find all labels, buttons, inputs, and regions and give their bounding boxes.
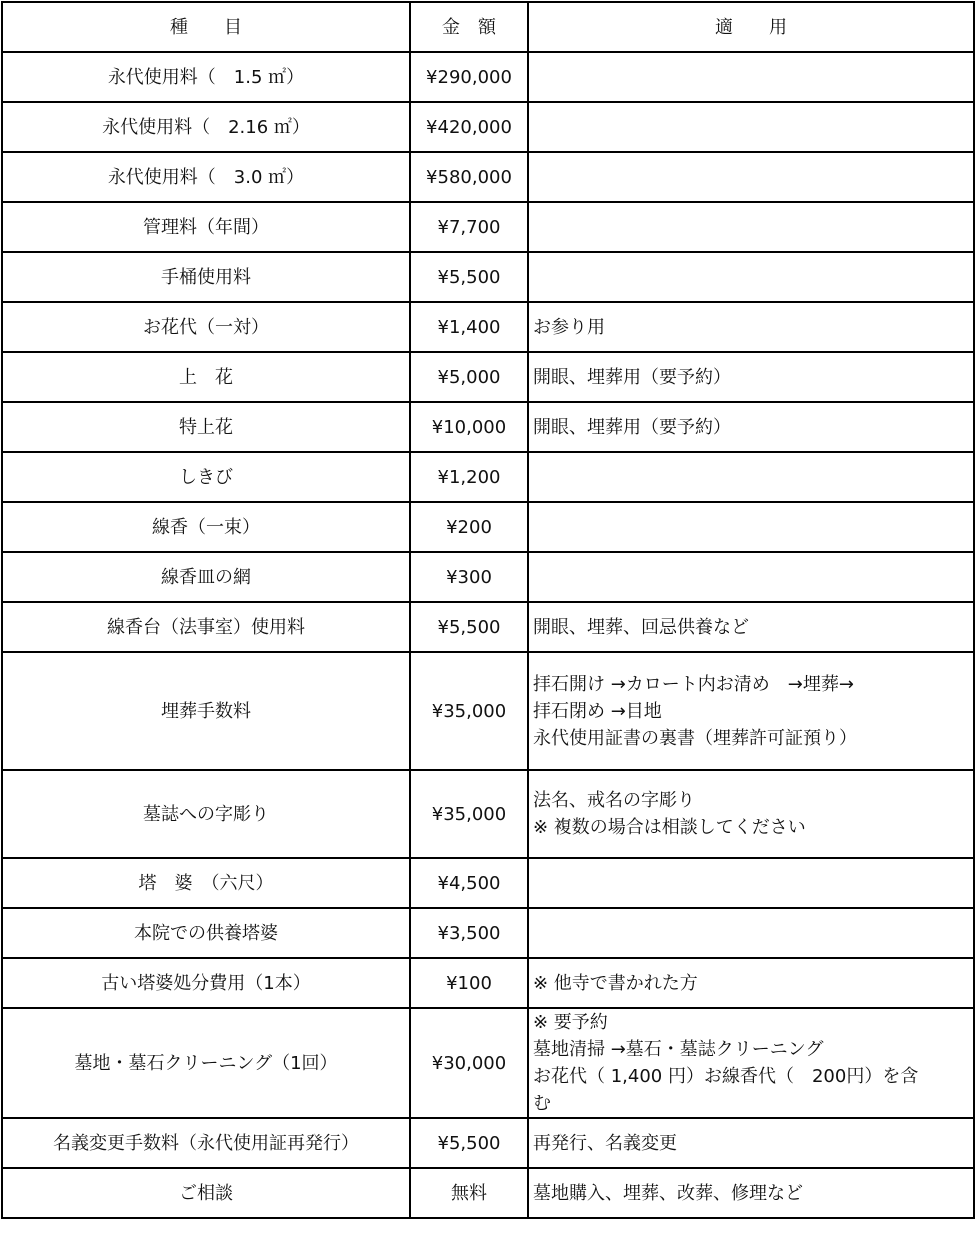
note-line: お花代（ 1,400 円）お線香代（ 200円）を含 — [533, 1066, 919, 1087]
header-amount: 金 額 — [410, 2, 528, 52]
note-line: 永代使用証書の裏書（埋葬許可証預り） — [533, 727, 857, 749]
amount-cell: ¥1,400 — [410, 302, 528, 352]
note-cell — [528, 858, 974, 908]
note-cell — [528, 770, 974, 858]
table-body — [2, 52, 974, 1218]
item-cell: 手桶使用料 — [2, 252, 410, 302]
amount-cell: ¥5,500 — [410, 602, 528, 652]
note-line: 拝石閉め →目地 — [533, 700, 662, 722]
note-cell — [528, 958, 974, 1008]
note-line: む — [533, 1093, 551, 1114]
header-item: 種 目 — [2, 2, 410, 52]
item-cell: 特上花 — [2, 402, 410, 452]
item-cell: 名義変更手数料（永代使用証再発行） — [2, 1118, 410, 1168]
note-cell — [528, 352, 974, 402]
amount-cell: ¥300 — [410, 552, 528, 602]
amount-cell: ¥200 — [410, 502, 528, 552]
table-row — [2, 102, 974, 152]
table-row — [2, 202, 974, 252]
table-row — [2, 858, 974, 908]
note-line: 再発行、名義変更 — [533, 1132, 677, 1154]
table-row — [2, 402, 974, 452]
table-row — [2, 552, 974, 602]
amount-cell: ¥4,500 — [410, 858, 528, 908]
amount-cell: ¥420,000 — [410, 102, 528, 152]
table-row — [2, 52, 974, 102]
amount-cell: ¥580,000 — [410, 152, 528, 202]
table-row — [2, 502, 974, 552]
item-cell: 塔 婆 （六尺） — [2, 858, 410, 908]
amount-cell: ¥100 — [410, 958, 528, 1008]
note-cell — [528, 452, 974, 502]
amount-cell: ¥3,500 — [410, 908, 528, 958]
table-row — [2, 602, 974, 652]
note-line: ※ 複数の場合は相談してください — [533, 817, 806, 838]
item-cell: 埋葬手数料 — [2, 652, 410, 770]
item-cell: 墓誌への字彫り — [2, 770, 410, 858]
note-cell — [528, 202, 974, 252]
item-cell: 永代使用料（ 3.0 ㎡） — [2, 152, 410, 202]
note-cell — [528, 302, 974, 352]
amount-cell: ¥7,700 — [410, 202, 528, 252]
item-cell: 線香皿の網 — [2, 552, 410, 602]
amount-cell: ¥1,200 — [410, 452, 528, 502]
item-cell: 永代使用料（ 1.5 ㎡） — [2, 52, 410, 102]
table-row — [2, 352, 974, 402]
note-cell — [528, 502, 974, 552]
item-cell: 古い塔婆処分費用（1本） — [2, 958, 410, 1008]
amount-cell: ¥5,000 — [410, 352, 528, 402]
table-row — [2, 958, 974, 1008]
note-line: ※ 他寺で書かれた方 — [533, 972, 698, 994]
note-cell — [528, 1118, 974, 1168]
note-cell — [528, 652, 974, 770]
note-cell — [528, 552, 974, 602]
amount-cell: ¥35,000 — [410, 652, 528, 770]
item-cell: ご相談 — [2, 1168, 410, 1218]
note-cell — [528, 252, 974, 302]
table-row — [2, 452, 974, 502]
item-cell: 上 花 — [2, 352, 410, 402]
table-row — [2, 302, 974, 352]
item-cell: 線香（一束） — [2, 502, 410, 552]
item-cell: 本院での供養塔婆 — [2, 908, 410, 958]
note-cell — [528, 52, 974, 102]
amount-cell: ¥35,000 — [410, 770, 528, 858]
note-cell — [528, 152, 974, 202]
note-line: お参り用 — [533, 316, 605, 338]
price-table — [1, 1, 975, 1219]
table-header-row — [2, 2, 974, 52]
item-cell: お花代（一対） — [2, 302, 410, 352]
header-note: 適 用 — [528, 2, 974, 52]
table-row — [2, 908, 974, 958]
note-cell — [528, 102, 974, 152]
amount-cell: ¥290,000 — [410, 52, 528, 102]
amount-cell: ¥10,000 — [410, 402, 528, 452]
note-line: 拝石開け →カロート内お清め →埋葬→ — [533, 673, 854, 695]
amount-cell: 無料 — [410, 1168, 528, 1218]
amount-cell: ¥30,000 — [410, 1008, 528, 1118]
item-cell: 永代使用料（ 2.16 ㎡） — [2, 102, 410, 152]
note-line: 法名、戒名の字彫り — [533, 790, 695, 811]
item-cell: 墓地・墓石クリーニング（1回） — [2, 1008, 410, 1118]
note-line: 開眼、埋葬用（要予約） — [533, 366, 731, 388]
item-cell: 線香台（法事室）使用料 — [2, 602, 410, 652]
note-cell — [528, 402, 974, 452]
table-row — [2, 1168, 974, 1218]
note-line: 墓地購入、埋葬、改葬、修理など — [533, 1182, 803, 1204]
note-line: ※ 要予約 — [533, 1012, 608, 1033]
note-cell — [528, 1168, 974, 1218]
price-table-container — [1, 1, 975, 1219]
note-cell — [528, 1008, 974, 1118]
note-cell — [528, 908, 974, 958]
table-row — [2, 252, 974, 302]
table-row — [2, 770, 974, 858]
table-row — [2, 1008, 974, 1118]
item-cell: しきび — [2, 452, 410, 502]
item-cell: 管理料（年間） — [2, 202, 410, 252]
amount-cell: ¥5,500 — [410, 1118, 528, 1168]
note-line: 開眼、埋葬用（要予約） — [533, 416, 731, 438]
table-row — [2, 1118, 974, 1168]
table-row — [2, 152, 974, 202]
amount-cell: ¥5,500 — [410, 252, 528, 302]
note-cell — [528, 602, 974, 652]
note-line: 墓地清掃 →墓石・墓誌クリーニング — [533, 1039, 824, 1060]
table-row — [2, 652, 974, 770]
note-line: 開眼、埋葬、回忌供養など — [533, 616, 749, 638]
